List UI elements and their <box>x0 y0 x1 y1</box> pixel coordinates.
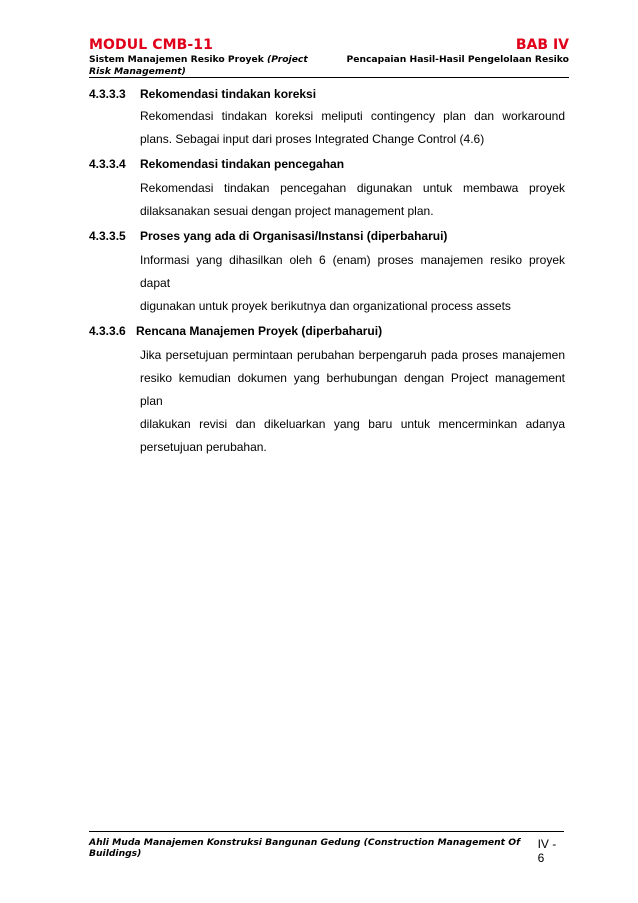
section-4-3-3-6 <box>89 324 565 459</box>
header-subtitle-left <box>89 54 319 78</box>
paragraph-line: persetujuan perubahan. <box>140 440 267 454</box>
header-subtitle-main: Sistem Manajemen Resiko Proyek <box>89 54 264 65</box>
section-paragraph <box>140 105 565 151</box>
section-number: 4.3.3.3 <box>89 87 126 101</box>
section-title: Proses yang ada di Organisasi/Instansi (diperbaharui) <box>140 229 448 243</box>
section-title: Rekomendasi tindakan pencegahan <box>140 157 345 171</box>
footer-text: Ahli Muda Manajemen Konstruksi Bangunan Gedung (Construction Management Of Buildings) <box>89 837 521 859</box>
section-title: Rekomendasi tindakan koreksi <box>140 87 317 101</box>
section-4-3-3-4 <box>89 157 565 223</box>
header-divider <box>89 77 569 78</box>
chapter-label: BAB IV <box>515 37 569 53</box>
section-heading <box>89 157 565 171</box>
header-subtitle-right: Pencapaian Hasil-Hasil Pengelolaan Resiko <box>346 54 569 65</box>
footer-divider <box>89 831 564 832</box>
paragraph-line: digunakan untuk proyek berikutnya dan organizational process assets <box>140 299 511 313</box>
section-number: 4.3.3.6 <box>89 324 126 338</box>
section-number: 4.3.3.4 <box>89 157 126 171</box>
paragraph-line: dilaksanakan sesuai dengan project management plan. <box>140 204 434 218</box>
section-paragraph <box>140 249 565 318</box>
paragraph-line: Jika persetujuan permintaan perubahan berpengaruh pada proses manajemen <box>140 348 565 362</box>
page-number: IV - 6 <box>537 837 557 865</box>
section-heading <box>89 87 565 101</box>
section-paragraph <box>140 344 565 459</box>
section-number: 4.3.3.5 <box>89 229 126 243</box>
page-header <box>89 37 569 78</box>
header-subtitle-italic: (Project Risk Management) <box>89 54 308 77</box>
paragraph-line: Rekomendasi tindakan pencegahan digunakan untuk membawa proyek <box>140 181 565 195</box>
paragraph-line: resiko kemudian dokumen yang berhubungan dengan Project management plan <box>140 371 565 408</box>
section-heading <box>89 324 565 338</box>
section-heading <box>89 229 565 243</box>
paragraph-line: dilakukan revisi dan dikeluarkan yang baru untuk mencerminkan adanya <box>140 417 565 431</box>
section-4-3-3-3 <box>89 87 565 151</box>
section-title: Rencana Manajemen Proyek (diperbaharui) <box>136 324 383 338</box>
paragraph-line: Informasi yang dihasilkan oleh 6 (enam) proses manajemen resiko proyek dapat <box>140 253 565 290</box>
paragraph-line: plans. Sebagai input dari proses Integrated Change Control (4.6) <box>140 132 485 146</box>
paragraph-line: Rekomendasi tindakan koreksi meliputi contingency plan dan workaround <box>140 109 565 123</box>
section-paragraph <box>140 177 565 223</box>
section-4-3-3-5 <box>89 229 565 318</box>
document-body <box>89 87 565 459</box>
page-footer <box>89 837 564 865</box>
module-title: MODUL CMB-11 <box>89 37 213 53</box>
